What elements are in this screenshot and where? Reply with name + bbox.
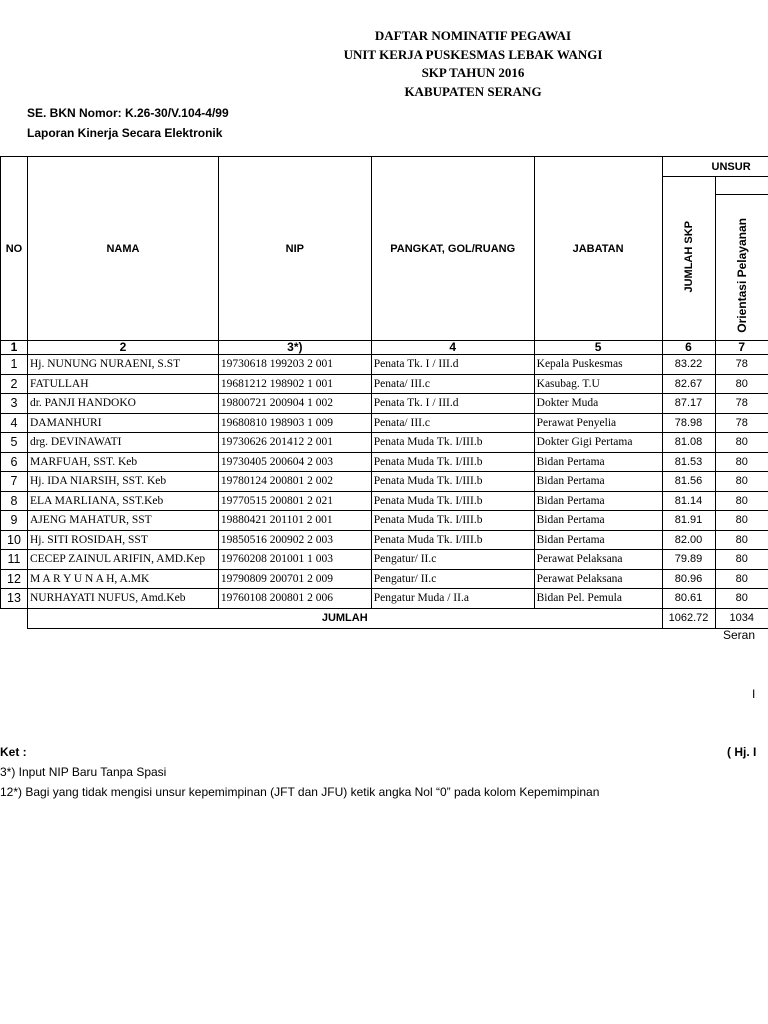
header-orientasi-label: Orientasi Pelayanan [734,218,749,333]
row-no: 5 [1,433,28,453]
row-no: 2 [1,374,28,394]
row-no: 9 [1,511,28,531]
row-pangkat: Penata Muda Tk. I/III.b [371,472,534,492]
row-pangkat: Pengatur/ II.c [371,550,534,570]
row-orientasi: 80 [715,491,768,511]
row-nama: drg. DEVINAWATI [27,433,218,453]
row-jumlah-skp: 81.08 [662,433,715,453]
row-nama: NURHAYATI NUFUS, Amd.Keb [27,589,218,609]
header-unsur: UNSUR [662,157,768,177]
row-jabatan: Bidan Pertama [534,530,662,550]
jumlah-orientasi-total: 1034 [715,608,768,628]
row-jabatan: Bidan Pertama [534,452,662,472]
title-line-4: KABUPATEN SERANG [404,83,542,99]
keterangan-label: Ket : [0,745,27,759]
note-kepemimpinan: 12*) Bagi yang tidak mengisi unsur kepemimpinan (JFT dan JFU) ketik angka Nol “0” pada kolom Kepemimpinan [0,785,600,799]
row-jabatan: Perawat Penyelia [534,413,662,433]
column-number: 6 [662,341,715,355]
row-jabatan: Dokter Gigi Pertama [534,433,662,453]
jumlah-label: JUMLAH [27,608,662,628]
signer-title-fragment: I [752,687,756,701]
header-pangkat: PANGKAT, GOL/RUANG [371,157,534,341]
row-no: 12 [1,569,28,589]
row-nip: 19730405 200604 2 003 [218,452,371,472]
row-jumlah-skp: 83.22 [662,355,715,375]
row-no: 3 [1,394,28,414]
row-nip: 19760208 201001 1 003 [218,550,371,570]
header-nip: NIP [218,157,371,341]
row-nama: FATULLAH [27,374,218,394]
row-jabatan: Bidan Pertama [534,511,662,531]
row-pangkat: Penata Muda Tk. I/III.b [371,433,534,453]
row-pangkat: Penata Muda Tk. I/III.b [371,511,534,531]
row-nama: Hj. IDA NIARSIH, SST. Keb [27,472,218,492]
row-jumlah-skp: 81.91 [662,511,715,531]
row-orientasi: 78 [715,394,768,414]
row-nama: ELA MARLIANA, SST.Keb [27,491,218,511]
row-jumlah-skp: 81.53 [662,452,715,472]
row-pangkat: Penata Muda Tk. I/III.b [371,491,534,511]
row-nip: 19780124 200801 2 002 [218,472,371,492]
row-orientasi: 80 [715,452,768,472]
row-nama: CECEP ZAINUL ARIFIN, AMD.Kep [27,550,218,570]
table-row [1,550,768,570]
row-jumlah-skp: 80.96 [662,569,715,589]
row-nip: 19850516 200902 2 003 [218,530,371,550]
row-pangkat: Penata/ III.c [371,374,534,394]
table-row [1,589,768,609]
column-number-row [1,341,768,355]
table-row [1,452,768,472]
document-title [300,27,646,101]
row-nama: Hj. SITI ROSIDAH, SST [27,530,218,550]
row-jumlah-skp: 87.17 [662,394,715,414]
row-pangkat: Penata Muda Tk. I/III.b [371,530,534,550]
header-jumlah-skp [662,177,715,341]
row-nama: Hj. NUNUNG NURAENI, S.ST [27,355,218,375]
row-orientasi: 80 [715,511,768,531]
reference-se-bkn: SE. BKN Nomor: K.26-30/V.104-4/99 [27,106,229,120]
row-nip: 19790809 200701 2 009 [218,569,371,589]
row-jumlah-skp: 81.14 [662,491,715,511]
table-row [1,413,768,433]
row-jabatan: Perawat Pelaksana [534,550,662,570]
table-row [1,394,768,414]
row-nip: 19800721 200904 1 002 [218,394,371,414]
row-orientasi: 80 [715,589,768,609]
header-nama: NAMA [27,157,218,341]
row-nip: 19680810 198903 1 009 [218,413,371,433]
row-no: 1 [1,355,28,375]
row-pangkat: Penata Muda Tk. I/III.b [371,452,534,472]
row-nip: 19730618 199203 2 001 [218,355,371,375]
jumlah-empty [1,608,28,628]
table-row [1,472,768,492]
header-orientasi-pelayanan [715,195,768,341]
row-jabatan: Kepala Puskesmas [534,355,662,375]
employee-table [0,156,768,629]
row-no: 10 [1,530,28,550]
column-number: 7 [715,341,768,355]
row-jabatan: Bidan Pertama [534,472,662,492]
serang-location: Seran [723,628,756,642]
row-jabatan: Bidan Pel. Pemula [534,589,662,609]
row-no: 6 [1,452,28,472]
title-line-2: UNIT KERJA PUSKESMAS LEBAK WANGI [343,46,603,62]
row-jumlah-skp: 78.98 [662,413,715,433]
row-nama: AJENG MAHATUR, SST [27,511,218,531]
row-orientasi: 78 [715,355,768,375]
row-orientasi: 80 [715,550,768,570]
table-row [1,569,768,589]
row-nama: M A R Y U N A H, A.MK [27,569,218,589]
row-no: 7 [1,472,28,492]
column-number: 4 [371,341,534,355]
row-orientasi: 78 [715,413,768,433]
reference-laporan: Laporan Kinerja Secara Elektronik [27,126,223,140]
header-no: NO [1,157,28,341]
row-jumlah-skp: 81.56 [662,472,715,492]
row-no: 4 [1,413,28,433]
table-row [1,530,768,550]
row-orientasi: 80 [715,374,768,394]
row-jabatan: Perawat Pelaksana [534,569,662,589]
row-pangkat: Pengatur Muda / II.a [371,589,534,609]
table-row [1,433,768,453]
column-number: 1 [1,341,28,355]
signer-name: ( Hj. I [727,745,757,759]
row-orientasi: 80 [715,530,768,550]
row-pangkat: Pengatur/ II.c [371,569,534,589]
column-number: 5 [534,341,662,355]
table-body [1,355,768,609]
table-row [1,511,768,531]
row-pangkat: Penata Tk. I / III.d [371,394,534,414]
row-jumlah-skp: 80.61 [662,589,715,609]
row-nip: 19770515 200801 2 021 [218,491,371,511]
column-number: 2 [27,341,218,355]
title-line-3: SKP TAHUN 2016 [421,65,525,80]
table-row [1,491,768,511]
row-jabatan: Dokter Muda [534,394,662,414]
row-nama: DAMANHURI [27,413,218,433]
table-row [1,374,768,394]
row-orientasi: 80 [715,569,768,589]
row-jumlah-skp: 79.89 [662,550,715,570]
header-jabatan: JABATAN [534,157,662,341]
column-number: 3*) [218,341,371,355]
row-orientasi: 80 [715,433,768,453]
row-jumlah-skp: 82.00 [662,530,715,550]
note-nip: 3*) Input NIP Baru Tanpa Spasi [0,765,167,779]
row-jabatan: Kasubag. T.U [534,374,662,394]
row-nip: 19760108 200801 2 006 [218,589,371,609]
row-orientasi: 80 [715,472,768,492]
row-no: 13 [1,589,28,609]
jumlah-skp-total: 1062.72 [662,608,715,628]
row-pangkat: Penata/ III.c [371,413,534,433]
row-nip: 19880421 201101 2 001 [218,511,371,531]
header-spacer [715,177,768,195]
table-row [1,355,768,375]
title-line-1: DAFTAR NOMINATIF PEGAWAI [374,28,572,43]
row-nip: 19730626 201412 2 001 [218,433,371,453]
row-no: 11 [1,550,28,570]
row-jabatan: Bidan Pertama [534,491,662,511]
row-no: 8 [1,491,28,511]
row-jumlah-skp: 82.67 [662,374,715,394]
row-nip: 19681212 198902 1 001 [218,374,371,394]
header-jumlah-skp-label: JUMLAH SKP [682,221,695,293]
row-pangkat: Penata Tk. I / III.d [371,355,534,375]
row-nama: MARFUAH, SST. Keb [27,452,218,472]
row-nama: dr. PANJI HANDOKO [27,394,218,414]
